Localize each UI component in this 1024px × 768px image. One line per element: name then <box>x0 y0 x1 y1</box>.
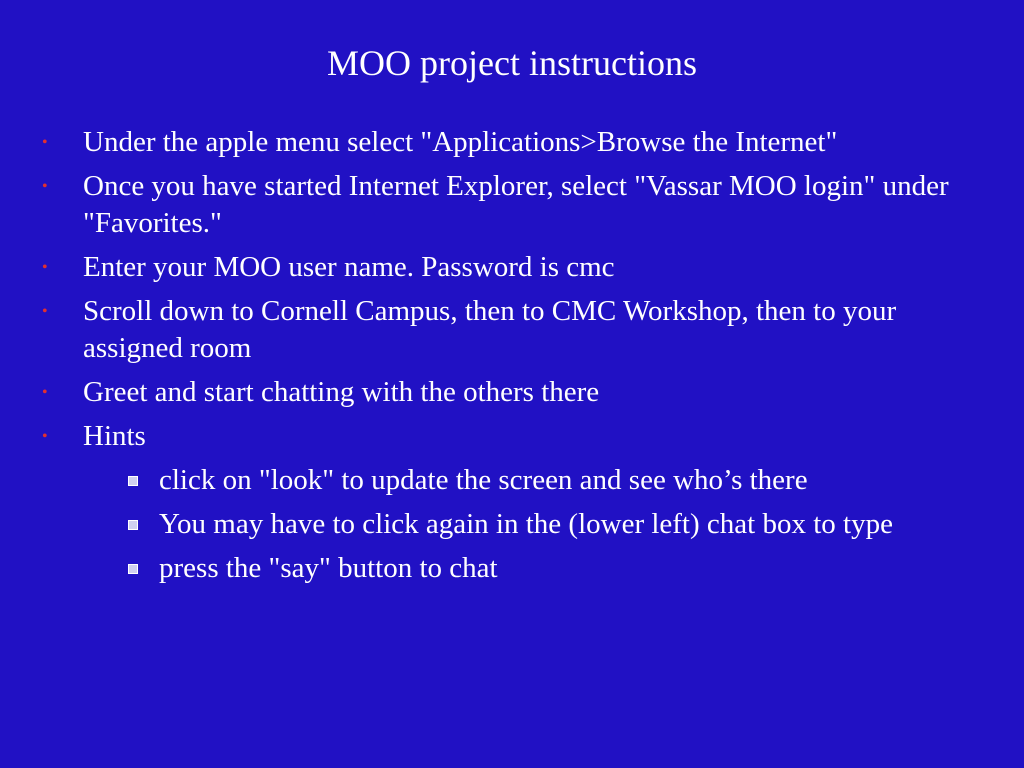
hint-item <box>83 550 982 587</box>
square-bullet-icon <box>128 550 138 587</box>
round-bullet-icon: • <box>42 428 48 445</box>
list-item-text: Scroll down to Cornell Campus, then to CMC Workshop, then to your assigned room <box>83 295 897 364</box>
square-bullet-icon <box>128 462 138 499</box>
list-item <box>42 374 982 411</box>
list-item <box>42 124 982 161</box>
list-item-text: Under the apple menu select "Applications>Browse the Internet" <box>83 126 838 158</box>
list-item-text: Hints <box>83 420 146 452</box>
hint-item-text: click on "look" to update the screen and see who’s there <box>159 464 808 496</box>
hint-item <box>83 462 982 499</box>
slide-title: MOO project instructions <box>327 43 697 83</box>
square-bullet-icon <box>128 506 138 543</box>
hint-item <box>83 506 982 543</box>
round-bullet-icon: • <box>42 178 48 195</box>
list-item-hints <box>42 418 982 587</box>
round-bullet-icon: • <box>42 384 48 401</box>
round-bullet-icon: • <box>42 303 48 320</box>
list-item <box>42 168 982 242</box>
list-item-text: Enter your MOO user name. Password is cmc <box>83 251 615 283</box>
list-item <box>42 293 982 367</box>
hint-item-text: press the "say" button to chat <box>159 552 498 584</box>
list-item-text: Once you have started Internet Explorer, select "Vassar MOO login" under "Favorites." <box>83 170 949 239</box>
hints-list <box>83 462 982 587</box>
round-bullet-icon: • <box>42 259 48 276</box>
bullet-list <box>42 124 982 594</box>
round-bullet-icon: • <box>42 134 48 151</box>
list-item-text: Greet and start chatting with the others there <box>83 376 600 408</box>
list-item <box>42 249 982 286</box>
hint-item-text: You may have to click again in the (lower left) chat box to type <box>159 508 893 540</box>
